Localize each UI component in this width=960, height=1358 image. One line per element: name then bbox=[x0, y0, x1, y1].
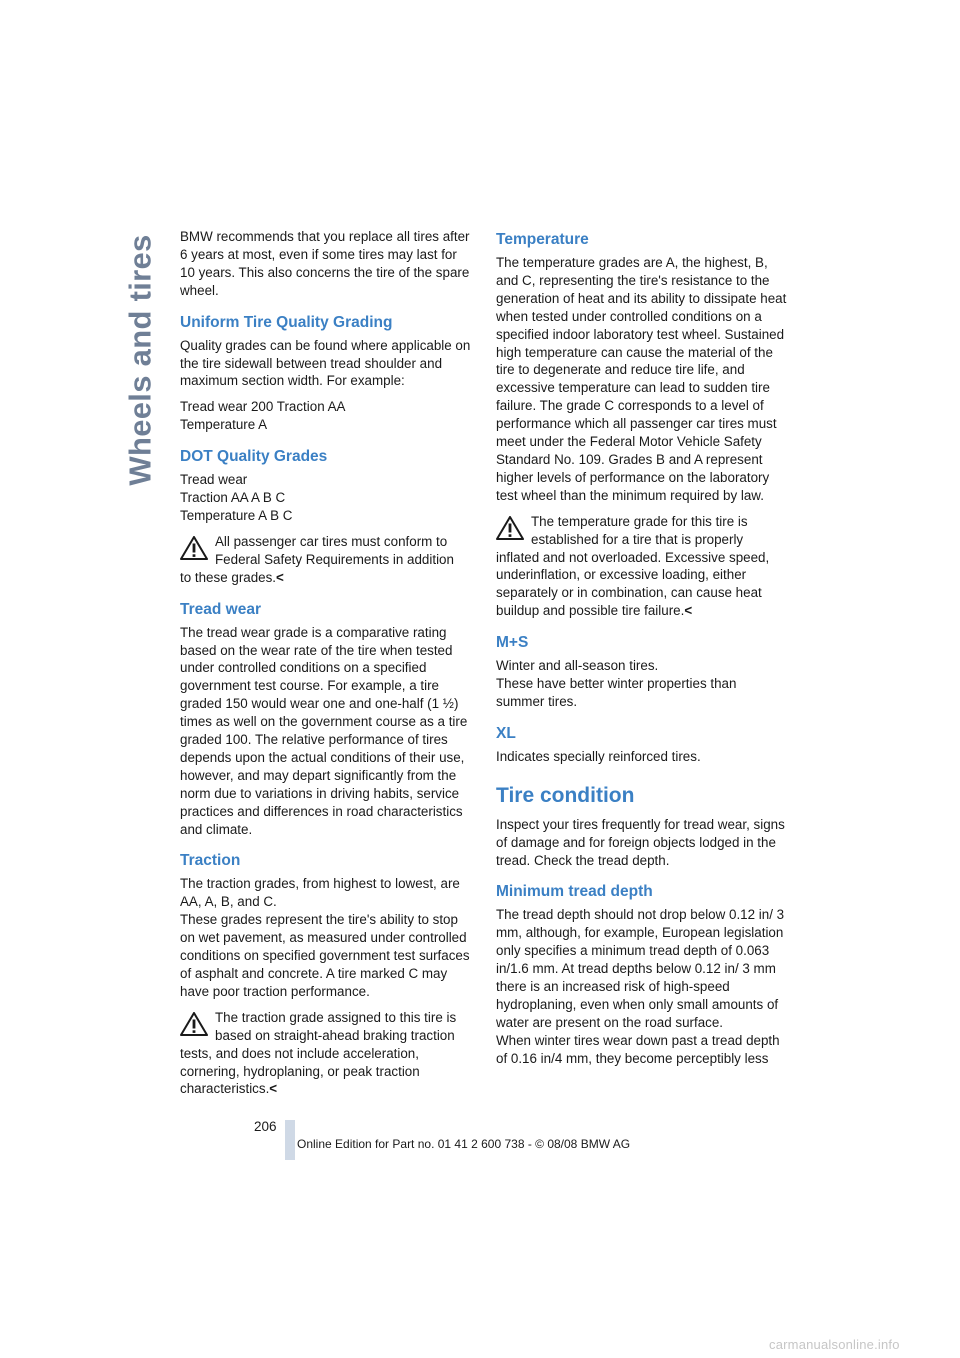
end-marker: < bbox=[269, 1081, 278, 1097]
ms-line1: Winter and all-season tires. bbox=[496, 658, 659, 674]
dot-warning-note bbox=[180, 533, 472, 587]
side-section-title-text: Wheels and tires bbox=[123, 234, 158, 486]
ms-line2: These have better winter properties than summer tires. bbox=[496, 676, 737, 709]
footer-accent-bar bbox=[285, 1120, 295, 1160]
warning-triangle-icon bbox=[496, 516, 524, 540]
temperature-heading: Temperature bbox=[496, 231, 589, 248]
traction-paragraph-2: These grades represent the tire's ability to stop on wet pavement, as measured under controlled conditions on specified government test surfaces of asphalt and concrete. A tire marked C may have poor traction performance. bbox=[180, 912, 470, 999]
min-tread-paragraph-2: When winter tires wear down past a tread depth of 0.16 in/4 mm, they become perceptibly less bbox=[496, 1032, 780, 1066]
temperature-warning-rest-line bbox=[496, 549, 788, 621]
temperature-paragraph: The temperature grades are A, the highest, B, and C, representing the tire's resistance to the generation of heat and its ability to dissipate heat when tested under controlled conditions on a specified indoor laboratory test wheel. Sustained high temperature can cause the material of the tire to degenerate and reduce tire life, and excessive temperature can lead to sudden tire failure. The grade C corresponds to a level of performance which all passenger car tires must meet under the Federal Motor Vehicle Safety Standard No. 109. Grades B and A represent higher levels of performance on the laboratory test wheel than the minimum required by law. bbox=[496, 255, 787, 503]
warning-triangle-icon bbox=[180, 536, 208, 560]
dot-warning-rest: to these grades. bbox=[180, 569, 277, 585]
xl-heading: XL bbox=[496, 724, 516, 742]
intro-paragraph: BMW recommends that you replace all tires after 6 years at most, even if some tires may last for 10 years. This also concerns the tire of the spare wheel. bbox=[180, 229, 470, 298]
end-marker: < bbox=[684, 603, 693, 619]
temperature-warning-first: The temperature grade for this tire is established for a tire that is properly bbox=[531, 513, 748, 547]
traction-paragraph-1: The traction grades, from highest to lowest, are AA, A, B, and C. bbox=[180, 876, 460, 910]
dot-line-tread: Tread wear bbox=[180, 472, 248, 488]
dot-line-traction: Traction AA A B C bbox=[180, 490, 286, 506]
traction-warning-rest: tests, and does not include acceleration, cornering, hydroplaning, or peak traction characteristics. bbox=[180, 1045, 420, 1097]
utqg-paragraph: Quality grades can be found where applicable on the tire sidewall between tread shoulder and maximum section width. For example: bbox=[180, 337, 471, 389]
right-column bbox=[496, 228, 788, 1076]
traction-warning-first: The traction grade assigned to this tire is based on straight-ahead braking traction bbox=[215, 1009, 457, 1043]
utqg-example bbox=[180, 398, 472, 434]
temperature-warning-note bbox=[496, 513, 788, 620]
left-column bbox=[180, 228, 472, 1106]
end-marker: < bbox=[276, 569, 284, 585]
treadwear-heading: Tread wear bbox=[180, 600, 261, 618]
traction-warning-note bbox=[180, 1009, 472, 1099]
dot-line-temperature: Temperature A B C bbox=[180, 507, 293, 523]
utqg-example-line2: Temperature A bbox=[180, 417, 268, 433]
tire-condition-paragraph: Inspect your tires frequently for tread wear, signs of damage and for foreign objects lodged in the tread. Check the tread depth. bbox=[496, 816, 785, 868]
dot-warning-rest-line bbox=[180, 569, 472, 587]
treadwear-paragraph: The tread wear grade is a comparative rating based on the wear rate of the tire when tested under controlled conditions on a specified government test course. For example, a tire graded 150 would wear one and one-half (1 ½) times as well on the government course as a tire graded 100. The relative performance of tires depends upon the actual conditions of their use, however, and may depart significantly from the norm due to variations in driving habits, service practices and differences in road characteristics and climate. bbox=[180, 624, 468, 837]
min-tread-paragraph-1: The tread depth should not drop below 0.12 in/ 3 mm, although, for example, European legislation only specifies a minimum tread depth of 0.063 in/1.6 mm. At tread depths below 0.12 in/ 3 mm there is an increased risk of high-speed hydroplaning, even when only small amounts of water are present on the road surface. bbox=[496, 907, 785, 1030]
watermark: carmanualsonline.info bbox=[769, 1337, 900, 1352]
traction-heading: Traction bbox=[180, 852, 241, 870]
side-section-title bbox=[121, 230, 161, 490]
dot-grades-list bbox=[180, 471, 472, 525]
dot-heading: DOT Quality Grades bbox=[180, 448, 328, 466]
ms-heading: M+S bbox=[496, 634, 529, 652]
xl-paragraph: Indicates specially reinforced tires. bbox=[496, 748, 701, 764]
min-tread-heading: Minimum tread depth bbox=[496, 883, 653, 901]
tire-condition-heading: Tire condition bbox=[496, 783, 635, 807]
ms-paragraph bbox=[496, 657, 788, 711]
page-number: 206 bbox=[254, 1119, 277, 1134]
warning-triangle-icon bbox=[180, 1012, 208, 1036]
temperature-warning-rest: inflated and not overloaded. Excessive speed, underinflation, or excessive loading, either separately or in combination, can cause heat buildup and possible tire failure. bbox=[496, 549, 770, 619]
utqg-example-line1: Tread wear 200 Traction AA bbox=[180, 399, 346, 415]
footer-edition-text: Online Edition for Part no. 01 41 2 600 738 - © 08/08 BMW AG bbox=[297, 1137, 631, 1151]
traction-warning-rest-line bbox=[180, 1045, 472, 1099]
dot-warning-first: All passenger car tires must conform to Federal Safety Requirements in addition bbox=[215, 533, 454, 567]
utqg-heading: Uniform Tire Quality Grading bbox=[180, 313, 393, 331]
